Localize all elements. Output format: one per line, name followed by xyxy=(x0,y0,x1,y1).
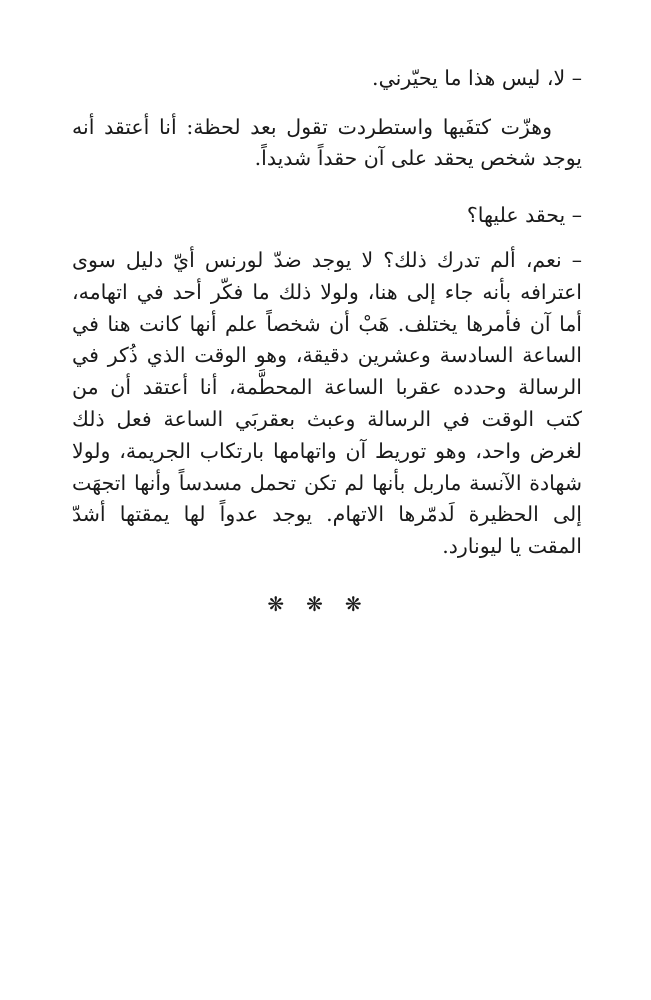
asterism-glyph: ❋ xyxy=(344,592,384,616)
asterism-glyph: ❋ xyxy=(306,592,345,616)
asterism-glyph: ❋ xyxy=(267,592,307,616)
narration-paragraph: وهزّت كتفَيها واستطردت تقول بعد لحظة: أنا أعتقد أنه يوجد شخص يحقد على آن حقداً شديداً. xyxy=(72,115,582,170)
section-separator xyxy=(0,592,651,616)
dialogue-line-not-this: – لا، ليس هذا ما يحيّرني. xyxy=(372,66,582,90)
dialogue-paragraph-long: – نعم، ألم تدرك ذلك؟ لا يوجد ضدّ لورنس أيّ دليل سوى اعترافه بأنه جاء إلى هنا، ولولا ذلك ما فكّر أحد في اتهامه، أما آن فأمرها يختلف. هَبْ أن شخصاً علم أنها كانت هنا في الساعة السادسة وعشرين دقيقة، وهو الوقت الذي ذُكر في الرسالة وحدده عقربا الساعة المحطَّمة، أنا أعتقد أن من كتب الوقت في الرسالة وعبث بعقربَي الساعة فعل ذلك لغرض واحد، وهو توريط آن واتهامها بارتكاب الجريمة، ولولا شهادة الآنسة ماربل بأنها لم تكن تحمل مسدساً وأنها اتجهَت إلى الحظيرة لَدمّرها الاتهام. يوجد عدواً لها يمقتها أشدّ المقت يا ليونارد. xyxy=(72,248,582,559)
dialogue-line-question: – يحقد عليها؟ xyxy=(466,203,582,227)
